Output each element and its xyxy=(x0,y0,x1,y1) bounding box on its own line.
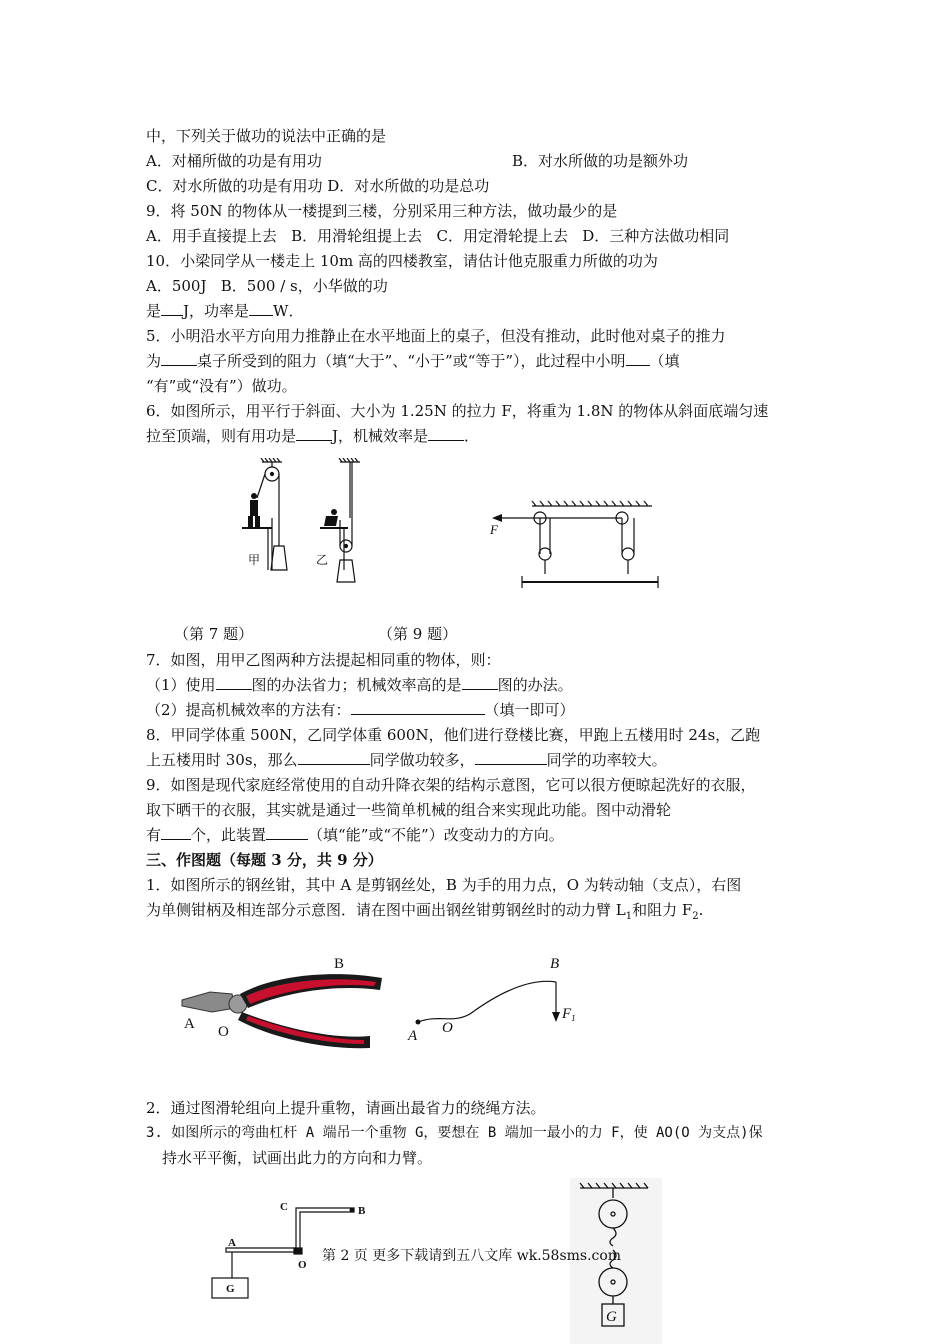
drawing-question-2: 2．通过图滑轮组向上提升重物，请画出最省力的绕绳方法。 xyxy=(146,1099,546,1117)
text-line: 取下晒干的衣服，其实就是通过一些简单机械的组合来实现此功能。图中动滑轮 xyxy=(146,801,672,819)
pliers-label-b: B xyxy=(334,956,345,972)
pliers-label-a: A xyxy=(184,1016,195,1032)
question-8: 8．甲同学体重 500N，乙同学体重 600N，他们进行登楼比赛，甲跑上五楼用时 24s，乙跑 xyxy=(146,726,761,744)
figure-lever-schematic xyxy=(400,952,590,1048)
drawing-question-1: 1．如图所示的钢丝钳，其中 A 是剪钢丝处，B 为手的用力点，O 为转动轴（支点），右图 xyxy=(146,876,742,894)
bent-label-g: G xyxy=(226,1283,235,1295)
text-line: A．500J B．500 / s，小华做的功 xyxy=(146,277,388,295)
text-line: 拉至顶端，则有用功是 J，机械效率是 ． xyxy=(146,427,480,445)
question-5: 5．小明沿水平方向用力推静止在水平地面上的桌子，但没有推动，此时他对桌子的推力 xyxy=(146,327,726,345)
label-f: F xyxy=(490,522,498,537)
section-heading: 三、作图题（每题 3 分，共 9 分） xyxy=(146,851,383,869)
lever-label-f1: $F_1$ xyxy=(562,1006,576,1023)
text-line: 为单侧钳柄及相连部分示意图．请在图中画出钢丝钳剪钢丝时的动力臂 $L_1$和阻力 $F_2$. xyxy=(146,901,704,922)
option-a: A．对桶所做的功是有用功 xyxy=(146,152,322,170)
question-10: 10．小梁同学从一楼走上 10m 高的四楼教室，请估计他克服重力所做的功为 xyxy=(146,252,658,270)
text-line: （1）使用 图的办法省力；机械效率高的是 图的办法。 xyxy=(146,676,573,694)
text-line: 为 桌子所受到的阻力（填“大于”、“小于”或“等于”），此过程中小明 （填 xyxy=(146,352,680,370)
drawing-question-3: 3. 如图所示的弯曲杠杆 A 端吊一个重物 G，要想在 B 端加一最小的力 F，使 AO(O 为支点)保 xyxy=(146,1125,763,1141)
question-6: 6．如图所示，用平行于斜面、大小为 1.25N 的拉力 F，将重为 1.8N 的物体从斜面底端匀速 xyxy=(146,402,769,420)
pulley-label-g: G xyxy=(606,1309,617,1325)
caption-q9: （第 9 题） xyxy=(378,625,458,643)
lever-label-a: A xyxy=(408,1028,418,1044)
figure-pliers xyxy=(176,952,396,1052)
bent-label-o: O xyxy=(298,1259,307,1271)
option-b: B．对水所做的功是额外功 xyxy=(512,152,689,170)
text-line: 持水平平衡，试画出此力的方向和力臂。 xyxy=(162,1149,433,1167)
label-yi: 乙 xyxy=(316,553,329,567)
text-line: “有”或“没有”）做功。 xyxy=(146,377,297,395)
lever-label-o: O xyxy=(442,1020,453,1036)
figure-q9-clothes-rack xyxy=(488,496,664,594)
bent-label-b: B xyxy=(358,1205,366,1217)
text-line: 是 J，功率是 W． xyxy=(146,302,304,320)
bent-label-a: A xyxy=(228,1237,236,1249)
bent-label-c: C xyxy=(280,1201,288,1213)
page-footer: 第 2 页 更多下载请到五八文库 wk.58sms.com xyxy=(322,1248,622,1264)
text-line: 中，下列关于做功的说法中正确的是 xyxy=(146,127,387,145)
text-line: 上五楼用时 30s，那么 同学做功较多， 同学的功率较大。 xyxy=(146,751,667,769)
text-line: C．对水所做的功是有用功 D．对水所做的功是总功 xyxy=(146,177,490,195)
lever-label-b: B xyxy=(550,956,560,972)
question-7: 7．如图，用甲乙图两种方法提起相同重的物体，则： xyxy=(146,651,501,669)
text-line: （2）提高机械效率的方法有： （填一即可） xyxy=(146,701,575,719)
text-line: A．用手直接提上去 B．用滑轮组提上去 C．用定滑轮提上去 D．三种方法做功相同 xyxy=(146,227,730,245)
caption-q7: （第 7 题） xyxy=(174,625,254,643)
question-9b: 9．如图是现代家庭经常使用的自动升降衣架的结构示意图，它可以很方便晾起洗好的衣服， xyxy=(146,776,756,794)
label-jia: 甲 xyxy=(248,553,261,567)
question-9: 9．将 50N 的物体从一楼提到三楼，分别采用三种方法，做功最少的是 xyxy=(146,202,618,220)
pliers-label-o: O xyxy=(218,1024,229,1040)
text-line: 有 个，此装置 （填“能”或“不能”）改变动力的方向。 xyxy=(146,826,564,844)
figure-q7-pulleys xyxy=(236,458,376,618)
